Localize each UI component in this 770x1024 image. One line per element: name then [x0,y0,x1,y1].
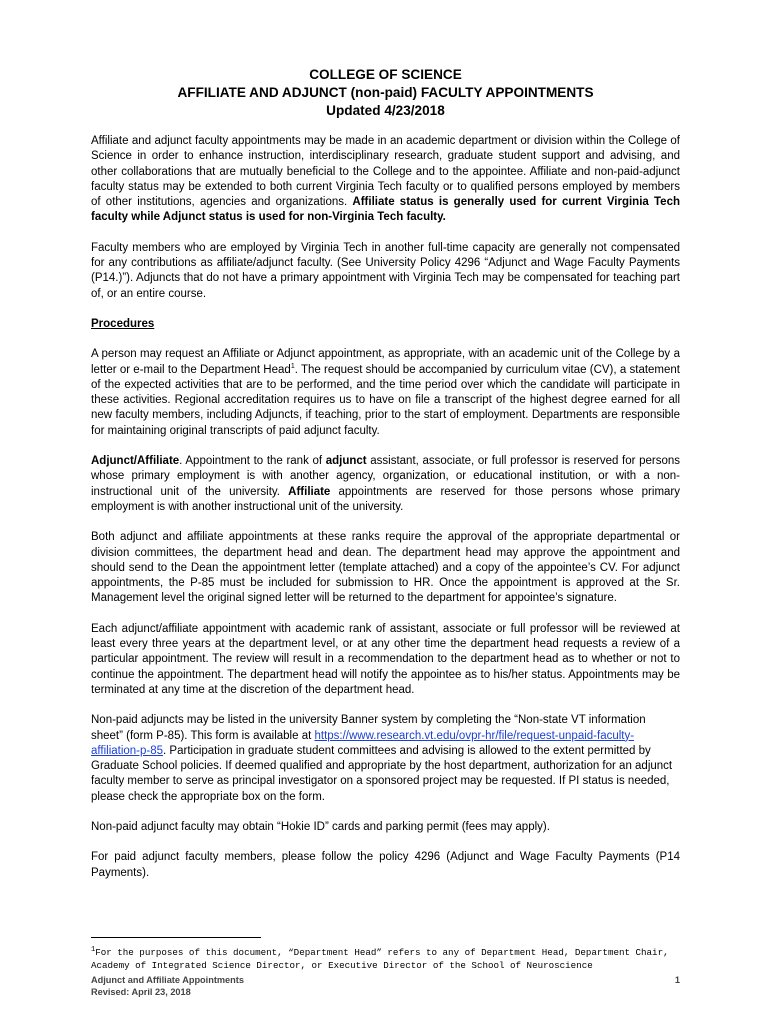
updated-date: Updated 4/23/2018 [326,103,445,118]
footnote: $^1$For the purposes of this document, “Department Head” refers to any of Department Head, Department Chair, Academy of Integrated Science Director, or Executive Director of the School of Neuroscience [91,945,669,971]
footnote-divider [91,937,261,938]
document-body [91,66,680,881]
page-number: 1 [674,975,680,985]
hokie-id-paragraph: Non-paid adjunct faculty may obtain “Hokie ID” cards and parking permit (fees may apply). [91,820,550,833]
intro-bold-statement: Affiliate status is generally used for current Virginia Tech faculty while Adjunct status is used for non-Virginia Tech faculty. [91,196,680,224]
college-title: COLLEGE OF SCIENCE [309,67,462,82]
procedures-heading: Procedures [91,317,155,330]
footer-document-title: Adjunct and Affiliate Appointments [91,975,244,985]
paid-adjunct-paragraph: For paid adjunct faculty members, please follow the policy 4296 (Adjunct and Wage Faculty Payments (P14 Payments). [91,851,680,879]
title-block [91,66,680,120]
page-footer [91,975,680,998]
banner-paragraph: Non-paid adjuncts may be listed in the university Banner system by completing the “Non-state VT information sheet” (form P-85). This form is available at https://www.research.vt.edu/ovpr-hr/file/request-unpaid-faculty-affiliation-p-85. Participation in graduate student committees and advising is allowed to the extent permitted by Graduate School policies. If deemed qualified and appropriate by the host department, authorization for an adjunct faculty member to serve as principal investigator on a sponsored project may be requested. If PI status is needed, please check the appropriate box on the form. [91,714,673,803]
document-title: AFFILIATE AND ADJUNCT (non-paid) FACULTY APPOINTMENTS [177,85,594,100]
faculty-compensation-paragraph: Faculty members who are employed by Virginia Tech in another full-time capacity are generally not compensated for any contributions as affiliate/adjunct faculty. (See University Policy 4296 “Adjunct and Wage Faculty Payments (P14.)”). Adjuncts that do not have a primary appointment with Virginia Tech may be compensated for teaching part of, or an entire course. [91,241,680,300]
rank-paragraph: Adjunct/Affiliate. Appointment to the rank of adjunct assistant, associate, or full professor is reserved for persons whose primary employment is with another agency, organization, or educational institution, or with a non-instructional unit of the university. Affiliate appointments are reserved for those persons whose primary employment is with another instructional unit of the university. [91,455,681,513]
p85-form-link[interactable]: https://www.research.vt.edu/ovpr-hr/file/request-unpaid-faculty-affiliation-p-85 [91,729,635,757]
footnote-reference: 1 [290,362,295,370]
approval-paragraph: Both adjunct and affiliate appointments at these ranks require the approval of the appropriate departmental or division committees, the department head and dean. The department head may approve the appointment and should send to the Dean the appointment letter (template attached) and a copy of the appointee’s CV. For adjunct appointments, the P-85 must be included for submission to HR. Once the appointment is approved at the Sr. Management level the original signed letter will be returned to the department for appointee’s signature. [91,531,680,605]
review-paragraph: Each adjunct/affiliate appointment with academic rank of assistant, associate or full professor will be reviewed at least every three years at the department level, or at any other time the department head requests a review of a particular appointment. The review will result in a recommendation to the department head as to whether or not to continue the appointment. The department head will notify the appointee as to his/her status. Appointments may be terminated at any time at the discretion of the department head. [91,622,680,696]
adjunct-affiliate-label: Adjunct/Affiliate [91,455,180,468]
request-paragraph: A person may request an Affiliate or Adjunct appointment, as appropriate, with an academic unit of the College by a letter or e-mail to the Department Head$^1$. The request should be accompanied by curriculum vitae (CV), a statement of the expected activities that are to be performed, and the time period over which the candidate will participate in these activities. Regional accreditation requires us to have on file a transcript of the highest degree earned for all new faculty members, including Adjuncts, if teaching, prior to the start of employment. Departments are responsible for maintaining original transcripts of paid adjunct faculty. [91,348,680,437]
footer-revised-date: Revised: April 23, 2018 [91,986,191,997]
intro-paragraph: Affiliate and adjunct faculty appointments may be made in an academic department or division within the College of Science in order to enhance instruction, interdisciplinary research, graduate student support and advising, and other collaborations that are mutually beneficial to the College and to the appointee. Affiliate and non-paid-adjunct faculty status may be extended to both current Virginia Tech faculty or to qualified persons employed by members of other institutions, agencies and organizations. Affiliate status is generally used for current Virginia Tech faculty while Adjunct status is used for non-Virginia Tech faculty. [91,135,680,224]
